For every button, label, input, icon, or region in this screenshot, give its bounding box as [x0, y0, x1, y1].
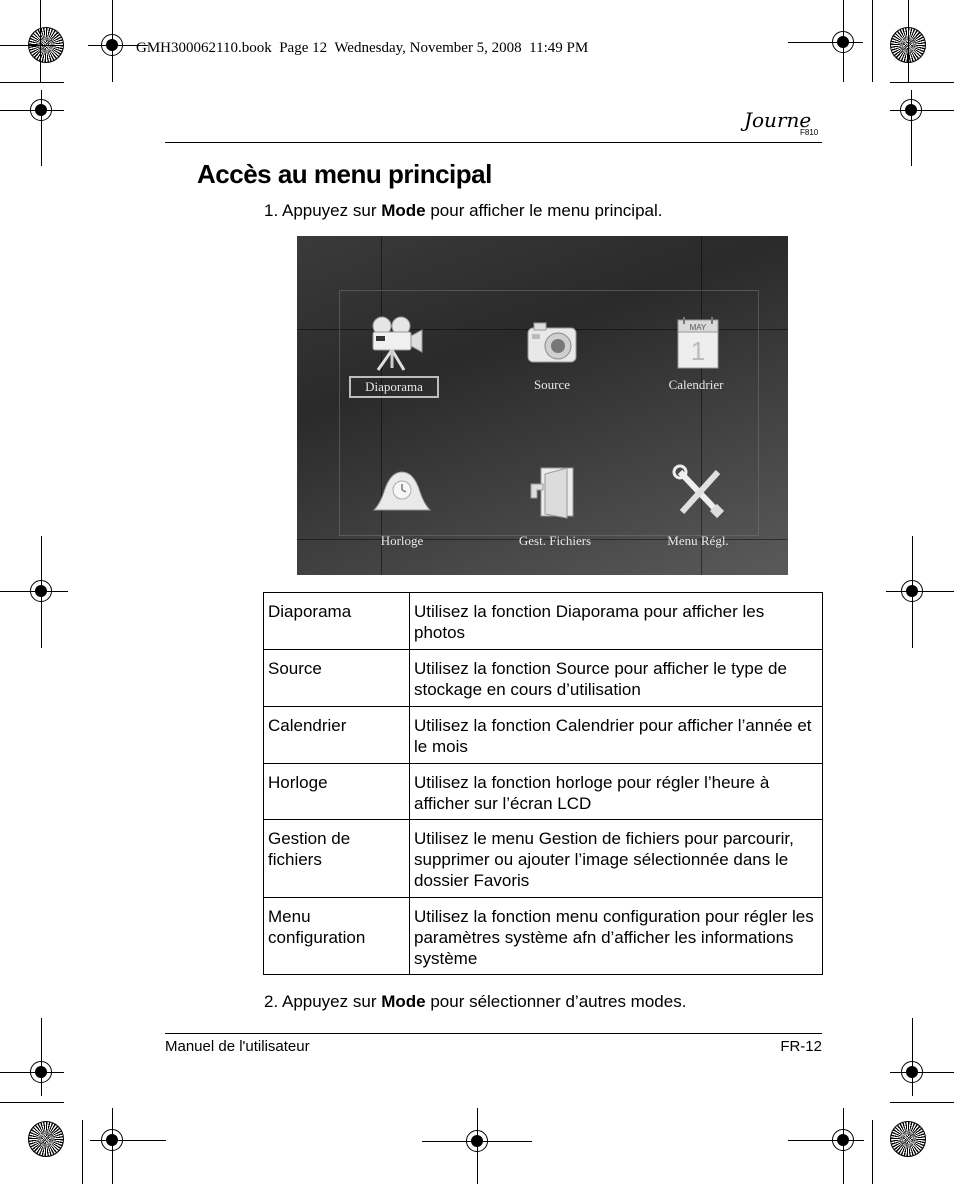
- registration-star-icon: [28, 1121, 64, 1157]
- calendar-icon: [666, 314, 726, 372]
- menu-item-label: Horloge: [380, 533, 424, 548]
- step-text-pre: Appuyez sur: [281, 201, 382, 220]
- tools-icon: [668, 464, 728, 522]
- table-row: [264, 593, 823, 650]
- menu-item-calendrier[interactable]: [621, 314, 771, 394]
- header-rule: [165, 142, 822, 143]
- table-cell-name: Horloge: [264, 764, 410, 820]
- brand-logo: [740, 106, 825, 146]
- step-text-pre: Appuyez sur: [281, 992, 382, 1011]
- print-header: GMH300062110.book Page 12 Wednesday, November 5, 2008 11:49 PM: [136, 40, 589, 56]
- table-cell-desc: Utilisez la fonction menu configuration pour régler les paramètres système afn d’afficher les informations système: [410, 898, 823, 975]
- step-key: Mode: [381, 201, 426, 220]
- table-cell-desc: Utilisez la fonction horloge pour régler l’heure à afficher sur l’écran LCD: [410, 764, 823, 820]
- menu-item-source[interactable]: [477, 314, 627, 394]
- menu-item-menu-regl[interactable]: [623, 464, 773, 550]
- step-text-post: pour sélectionner d’autres modes.: [425, 992, 687, 1011]
- camera-icon: [522, 314, 582, 372]
- menu-item-diaporama[interactable]: [319, 314, 469, 398]
- clock-icon: [370, 464, 434, 514]
- step-1: [264, 201, 662, 221]
- step-number: 1.: [264, 201, 279, 220]
- projector-icon: [364, 314, 424, 372]
- table-cell-name: Source: [264, 650, 410, 707]
- file-manager-icon: [525, 464, 585, 522]
- calendar-icon-month: MAY: [689, 323, 707, 332]
- brand-logo-text: Journe: [744, 108, 812, 132]
- table-row: [264, 820, 823, 898]
- table-row: [264, 898, 823, 975]
- model-number: F810: [800, 128, 819, 137]
- footer-rule: [165, 1033, 822, 1034]
- menu-item-label: Gest. Fichiers: [518, 533, 592, 548]
- table-cell-desc: Utilisez la fonction Diaporama pour afficher les photos: [410, 593, 823, 650]
- table-row: [264, 650, 823, 707]
- menu-function-table: [263, 592, 823, 975]
- menu-item-label: Diaporama: [349, 376, 439, 398]
- table-cell-desc: Utilisez le menu Gestion de fichiers pour parcourir, supprimer ou ajouter l’image sélectionnée dans le dossier Favoris: [410, 820, 823, 898]
- menu-item-gest-fichiers[interactable]: [480, 464, 630, 550]
- registration-star-icon: [890, 1121, 926, 1157]
- page-title: Accès au menu principal: [197, 159, 492, 189]
- main-menu-screenshot: [297, 236, 788, 575]
- step-key: Mode: [381, 992, 426, 1011]
- table-cell-desc: Utilisez la fonction Source pour afficher le type de stockage en cours d’utilisation: [410, 650, 823, 707]
- footer-left: Manuel de l'utilisateur: [165, 1038, 310, 1055]
- table-cell-name: Calendrier: [264, 707, 410, 764]
- step-number: 2.: [264, 992, 279, 1011]
- menu-item-label: Calendrier: [668, 377, 724, 392]
- step-2: [264, 992, 686, 1012]
- table-cell-name: Diaporama: [264, 593, 410, 650]
- svg-text:1: 1: [690, 336, 706, 366]
- step-text-post: pour afficher le menu principal.: [425, 201, 663, 220]
- menu-item-horloge[interactable]: [327, 464, 477, 550]
- table-cell-name: Menu configuration: [264, 898, 410, 975]
- table-cell-name: Gestion de fichiers: [264, 820, 410, 898]
- table-row: [264, 764, 823, 820]
- table-cell-desc: Utilisez la fonction Calendrier pour afficher l’année et le mois: [410, 707, 823, 764]
- menu-item-label: Menu Régl.: [667, 533, 729, 548]
- table-row: [264, 707, 823, 764]
- footer-page-number: FR-12: [780, 1038, 822, 1055]
- menu-item-label: Source: [533, 377, 571, 392]
